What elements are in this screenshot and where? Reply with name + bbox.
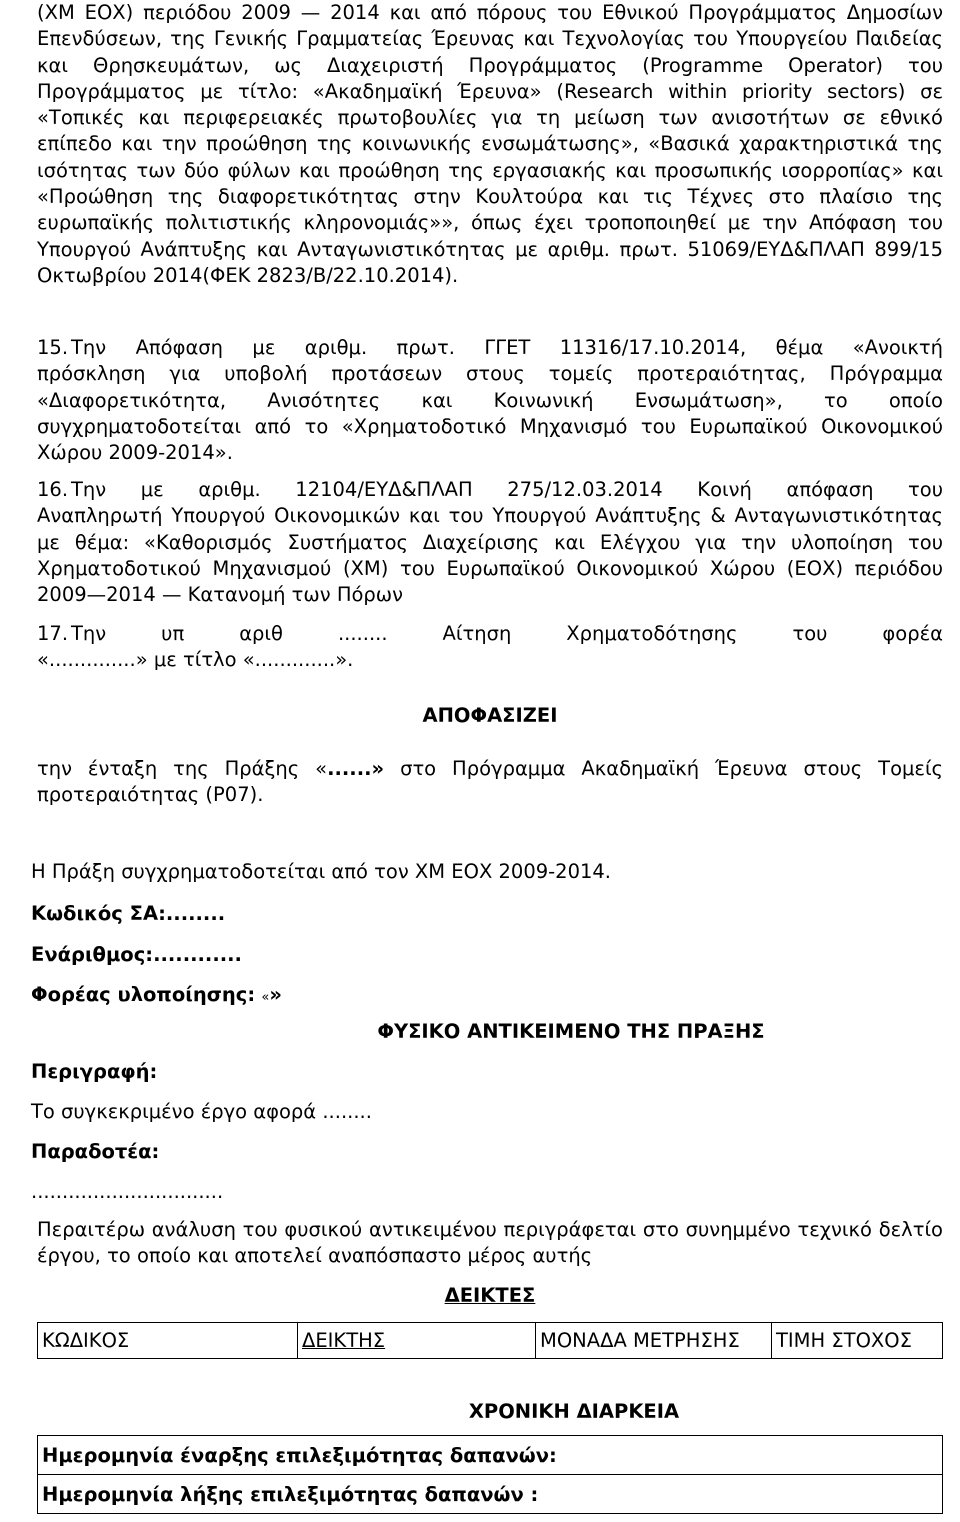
enarithmos-row bbox=[31, 942, 937, 968]
table-row bbox=[38, 1475, 943, 1514]
code-sa-row bbox=[31, 901, 937, 927]
description-text: Το συγκεκριμένο έργο αφορά ........ bbox=[31, 1100, 372, 1123]
indicators-heading: ΔΕΙΚΤΕΣ bbox=[444, 1284, 536, 1307]
description-label: Περιγραφή: bbox=[31, 1060, 158, 1083]
indicator-col-code: ΚΩΔΙΚΟΣ bbox=[38, 1323, 298, 1359]
enarithmos-value: ............ bbox=[153, 943, 242, 966]
further-analysis-text: Περαιτέρω ανάλυση του φυσικού αντικειμένου περιγράφεται στο συνημμένο τεχνικό δελτίο έργου, το οποίο και αποτελεί αναπόσπαστο μέρος αυτής bbox=[37, 1218, 943, 1268]
item-first-text: Την υπ αριθ ........ Αίτηση Χρηματοδότησης του φορέα bbox=[71, 622, 943, 645]
table-row bbox=[38, 1323, 943, 1359]
list-item-15-body bbox=[37, 335, 943, 466]
list-item-16 bbox=[37, 477, 943, 608]
table-row bbox=[38, 1436, 943, 1475]
deliverables-text: ............................... bbox=[31, 1180, 224, 1203]
code-sa-label: Κωδικός ΣΑ: bbox=[31, 902, 166, 925]
item-number-17: 17. bbox=[37, 622, 69, 645]
item-first-text: Την με αριθμ. 12104/ΕΥΔ&ΠΛΑΠ 275/12.03.2014 Κοινή απόφαση του bbox=[71, 478, 943, 501]
duration-heading: ΧΡΟΝΙΚΗ ΔΙΑΡΚΕΙΑ bbox=[468, 1400, 680, 1423]
start-date-cell: Ημερομηνία έναρξης επιλεξιμότητας δαπανών: bbox=[38, 1436, 943, 1475]
decision-text: την ένταξη της Πράξης «......» στο Πρόγραμμα Ακαδημαϊκή Έρευνα στους Τομείς προτεραιότητας (P07). bbox=[37, 757, 944, 807]
item-first-line bbox=[37, 621, 943, 647]
enarithmos-label: Ενάριθμος: bbox=[31, 943, 154, 966]
indicator-col-indicator: ΔΕΙΚΤΗΣ bbox=[298, 1323, 536, 1359]
funding-text: Η Πράξη συγχρηματοδοτείται από τον ΧΜ ΕΟΧ 2009-2014. bbox=[31, 860, 612, 883]
item-number-15: 15. bbox=[37, 336, 69, 359]
indicator-col-unit: ΜΟΝΑΔΑ ΜΕΤΡΗΣΗΣ bbox=[536, 1323, 772, 1359]
item-rest-text: Αναπληρωτή Υπουργού Οικονομικών και του Υπουργού Ανάπτυξης & Ανταγωνιστικότητας με θέμα: «Καθορισμός Συστήματος Διαχείρισης και Ελέγχου για την υλοποίηση του Χρηματοδοτικού Μηχανισμού (ΧΜ) του Ευρωπαϊκού Οικονομικού Χώρου (ΕΟΧ) περιόδου 2009—2014 — Κατανομή των Πόρων bbox=[37, 504, 943, 607]
end-date-cell: Ημερομηνία λήξης επιλεξιμότητας δαπανών : bbox=[38, 1475, 943, 1514]
duration-table bbox=[37, 1435, 943, 1514]
agency-open-quote: « bbox=[261, 990, 270, 1005]
item-rest-text: πρόσκληση για υποβολή προτάσεων στους τομείς προτεραιότητας, Πρόγραμμα «Διαφορετικότητα, Ανισότητες και Κοινωνική Ενσωμάτωση», το οποίο συγχρηματοδοτείται από το «Χρηματοδοτικό Μηχανισμό του Ευρωπαϊκού Οικονομικού Χώρου 2009-2014». bbox=[37, 362, 943, 465]
code-sa-value: ........ bbox=[165, 902, 226, 925]
agency-row bbox=[31, 982, 937, 1011]
deliverables-label: Παραδοτέα: bbox=[31, 1140, 160, 1163]
item-rest-text: «..............» με τίτλο «.............». bbox=[37, 648, 354, 672]
agency-close-quote: » bbox=[269, 983, 282, 1006]
item-first-line bbox=[37, 335, 943, 361]
list-item-17 bbox=[37, 621, 943, 674]
decision-heading: ΑΠΟΦΑΣΙΖΕΙ bbox=[422, 704, 558, 727]
item-number-16: 16. bbox=[37, 478, 69, 501]
item-first-text: Την Απόφαση με αριθμ. πρωτ. ΓΓΕΤ 11316/17.10.2014, θέμα «Ανοικτή bbox=[71, 336, 943, 359]
item-first-line bbox=[37, 477, 943, 503]
intro-paragraph: (ΧΜ ΕΟΧ) περιόδου 2009 — 2014 και από πόρους του Εθνικού Προγράμματος Δημοσίων Επενδύσεων, της Γενικής Γραμματείας Έρευνας και Τεχνολογίας του Υπουργείου Παιδείας και Θρησκευμάτων, ως Διαχειριστή Προγράμματος (Programme Operator) του Προγράμματος με τίτλο: «Ακαδημαϊκή Έρευνα» (Research within priority sectors) σε «Τοπικές και περιφερειακές πρωτοβουλίες για τη μείωση των ανισοτήτων σε εθνικό επίπεδο και την προώθηση της κοινωνικής ενσωμάτωσης», «Βασικά χαρακτηριστικά της ισότητας των δύο φύλων και προώθηση της εργασιακής και προσωπικής ισορροπίας» και «Προώθηση της διαφορετικότητας στην Κουλτούρα και τις Τέχνες στο πλαίσιο της ευρωπαϊκής πολιτιστικής κληρονομιάς»», όπως έχει τροποποιηθεί με την Απόφαση του Υπουργού Ανάπτυξης και Ανταγωνιστικότητας με αριθμ. πρωτ. 51069/ΕΥΔ&ΠΛΑΠ 899/15 Οκτωβρίου 2014(ΦΕΚ 2823/Β/22.10.2014). bbox=[37, 1, 943, 287]
physical-heading: ΦΥΣΙΚΟ ΑΝΤΙΚΕΙΜΕΝΟ ΤΗΣ ΠΡΑΞΗΣ bbox=[377, 1020, 765, 1043]
indicator-col-target: ΤΙΜΗ ΣΤΟΧΟΣ bbox=[772, 1323, 943, 1359]
indicators-table bbox=[37, 1322, 943, 1359]
agency-label: Φορέας υλοποίησης: bbox=[31, 983, 256, 1006]
